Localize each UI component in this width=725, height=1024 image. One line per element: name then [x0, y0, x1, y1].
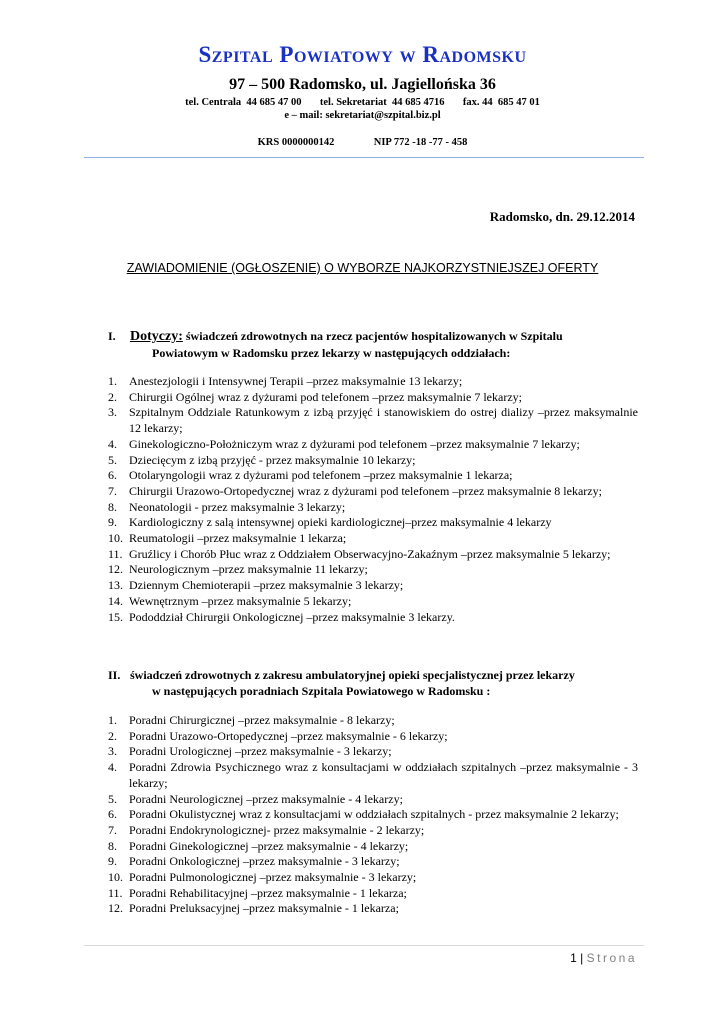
list-item-number: 7. — [108, 483, 117, 498]
list-item-number: 3. — [108, 405, 117, 420]
section-2-list — [108, 713, 638, 917]
list-item — [108, 594, 638, 610]
list-item-text: Poradni Rehabilitacyjnej –przez maksymalnie - 1 lekarza; — [129, 885, 407, 900]
hospital-address: 97 – 500 Radomsko, ul. Jagiellońska 36 — [229, 76, 496, 93]
list-item — [108, 515, 638, 531]
list-item-number: 5. — [108, 791, 117, 806]
date-line: Radomsko, dn. 29.12.2014 — [489, 209, 635, 224]
list-item — [108, 374, 638, 390]
list-item-number: 1. — [108, 713, 117, 727]
list-item — [108, 839, 638, 855]
list-item — [108, 744, 638, 760]
list-item-text: Otolaryngologii wraz z dyżurami pod telefonem –przez maksymalnie 1 lekarza; — [129, 468, 513, 483]
list-item — [108, 405, 638, 436]
section-1-heading — [108, 328, 638, 361]
list-item-text: Dziecięcym z izbą przyjęć - przez maksymalnie 10 lekarzy; — [129, 452, 416, 467]
list-item-number: 8. — [108, 838, 117, 853]
section-2-heading-b: w następujących poradniach Szpitala Powiatowego w Radomsku : — [152, 684, 491, 698]
list-item — [108, 823, 638, 839]
list-item-text: Chirurgii Urazowo-Ortopedycznej wraz z dyżurami pod telefonem –przez maksymalnie 8 lekarzy; — [129, 483, 602, 498]
list-item-text: Anestezjologii i Intensywnej Terapii –przez maksymalnie 13 lekarzy; — [129, 374, 463, 388]
list-item — [108, 484, 638, 500]
list-item-text: Kardiologiczny z salą intensywnej opieki kardiologicznej–przez maksymalnie 4 lekarzy — [129, 515, 552, 530]
list-item-text: Dziennym Chemioterapii –przez maksymalnie 3 lekarzy; — [129, 578, 404, 593]
list-item — [108, 713, 638, 729]
list-item-text: Poradni Onkologicznej –przez maksymalnie - 3 lekarzy; — [129, 854, 400, 869]
list-item — [108, 610, 638, 626]
notice-title: ZAWIADOMIENIE (OGŁOSZENIE) O WYBORZE NAJKORZYSTNIEJSZEJ OFERTY — [126, 261, 599, 275]
list-item-text: Poradni Endokrynologicznej- przez maksymalnie - 2 lekarzy; — [129, 822, 425, 837]
list-item-number: 9. — [108, 515, 117, 530]
list-item-number: 2. — [108, 728, 117, 743]
list-item-number: 2. — [108, 389, 117, 404]
list-item-number: 4. — [108, 760, 117, 775]
list-item — [108, 390, 638, 406]
list-item-text: Poradni Pulmonologicznej –przez maksymalnie - 3 lekarzy; — [129, 870, 417, 885]
list-item-number: 14. — [108, 593, 123, 608]
section-2-number: II. — [108, 668, 121, 682]
list-item — [108, 578, 638, 594]
list-item-number: 5. — [108, 452, 117, 467]
list-item — [108, 453, 638, 469]
list-item-number: 3. — [108, 744, 117, 759]
list-item — [108, 792, 638, 808]
list-item-number: 6. — [108, 468, 117, 483]
list-item-text: Reumatologii –przez maksymalnie 1 lekarza; — [129, 531, 347, 546]
list-item-number: 10. — [108, 870, 123, 885]
list-item-text: Poradni Zdrowia Psychicznego wraz z konsultacjami w oddziałach szpitalnych –przez maksymalnie - 3 lekarzy; — [129, 760, 638, 790]
registry-numbers: KRS 0000000142 NIP 772 -18 -77 - 458 — [257, 137, 468, 148]
list-item — [108, 562, 638, 578]
footer-divider — [84, 945, 644, 946]
list-item — [108, 760, 638, 791]
list-item — [108, 807, 638, 823]
list-item — [108, 531, 638, 547]
list-item — [108, 500, 638, 516]
list-item-text: Chirurgii Ogólnej wraz z dyżurami pod telefonem –przez maksymalnie 7 lekarzy; — [129, 389, 522, 404]
list-item-text: Neonatologii - przez maksymalnie 3 lekarzy; — [129, 499, 346, 514]
list-item-text: Poradni Chirurgicznej –przez maksymalnie - 8 lekarzy; — [129, 713, 395, 727]
list-item-number: 11. — [108, 885, 123, 900]
list-item-text: Poradni Neurologicznej –przez maksymalnie - 4 lekarzy; — [129, 791, 403, 806]
list-item — [108, 729, 638, 745]
list-item — [108, 901, 638, 917]
list-item-text: Poradni Urazowo-Ortopedycznej –przez maksymalnie - 6 lekarzy; — [129, 728, 448, 743]
list-item-number: 8. — [108, 499, 117, 514]
list-item — [108, 870, 638, 886]
section-1-lead: Dotyczy: — [130, 329, 183, 344]
list-item-number: 12. — [108, 562, 123, 577]
list-item-number: 9. — [108, 854, 117, 869]
list-item-number: 7. — [108, 822, 117, 837]
list-item-text: Pododdział Chirurgii Onkologicznej –przez maksymalnie 3 lekarzy. — [129, 609, 455, 624]
list-item-text: Neurologicznym –przez maksymalnie 11 lekarzy; — [129, 562, 368, 577]
section-2-heading-a: świadczeń zdrowotnych z zakresu ambulatoryjnej opieki specjalistycznej przez lekarzy — [130, 668, 575, 682]
section-2-heading — [108, 667, 638, 699]
list-item-number: 6. — [108, 807, 117, 822]
list-item-number: 12. — [108, 901, 123, 916]
list-item-number: 10. — [108, 531, 123, 546]
list-item — [108, 437, 638, 453]
hospital-name: Szpital Powiatowy w Radomsku — [198, 42, 527, 67]
list-item-text: Poradni Okulistycznej wraz z konsultacjami w oddziałach szpitalnych - przez maksymalnie 2 lekarzy; — [129, 807, 619, 822]
list-item-text: Poradni Ginekologicznej –przez maksymalnie - 4 lekarzy; — [129, 838, 409, 853]
list-item-number: 13. — [108, 578, 123, 593]
list-item-text: Szpitalnym Oddziale Ratunkowym z izbą przyjęć i stanowiskiem do ostrej dializy –przez maksymalnie 12 lekarzy; — [129, 405, 638, 436]
header-divider — [84, 157, 644, 158]
list-item-text: Poradni Preluksacyjnej –przez maksymalnie - 1 lekarza; — [129, 901, 399, 916]
list-item-text: Wewnętrznym –przez maksymalnie 5 lekarzy; — [129, 593, 352, 608]
list-item — [108, 547, 638, 563]
list-item — [108, 854, 638, 870]
list-item — [108, 468, 638, 484]
list-item-text: Poradni Urologicznej –przez maksymalnie - 3 lekarzy; — [129, 744, 392, 759]
hospital-contacts: tel. Centrala 44 685 47 00 tel. Sekretariat 44 685 4716 fax. 44 685 47 01 — [185, 97, 540, 108]
list-item-text: Ginekologiczno-Położniczym wraz z dyżurami pod telefonem –przez maksymalnie 7 lekarzy; — [129, 436, 580, 451]
page-word: Strona — [586, 951, 637, 965]
page-indicator — [570, 951, 637, 965]
list-item-text: Gruźlicy i Chorób Płuc wraz z Oddziałem Obserwacyjno-Zakaźnym –przez maksymalnie 5 lekarzy; — [129, 546, 611, 561]
section-1-list — [108, 374, 638, 625]
section-1-heading-a: świadczeń zdrowotnych na rzecz pacjentów hospitalizowanych w Szpitalu — [185, 329, 563, 343]
list-item-number: 15. — [108, 609, 123, 624]
list-item-number: 4. — [108, 436, 117, 451]
section-1-heading-b: Powiatowym w Radomsku przez lekarzy w następujących oddziałach: — [152, 346, 511, 360]
page-separator: | — [580, 951, 584, 965]
section-1-number: I. — [108, 329, 116, 343]
list-item — [108, 886, 638, 902]
hospital-email: e – mail: sekretariat@szpital.biz.pl — [284, 110, 441, 121]
list-item-number: 11. — [108, 546, 123, 561]
page-number: 1 — [570, 951, 577, 965]
list-item-number: 1. — [108, 374, 117, 388]
